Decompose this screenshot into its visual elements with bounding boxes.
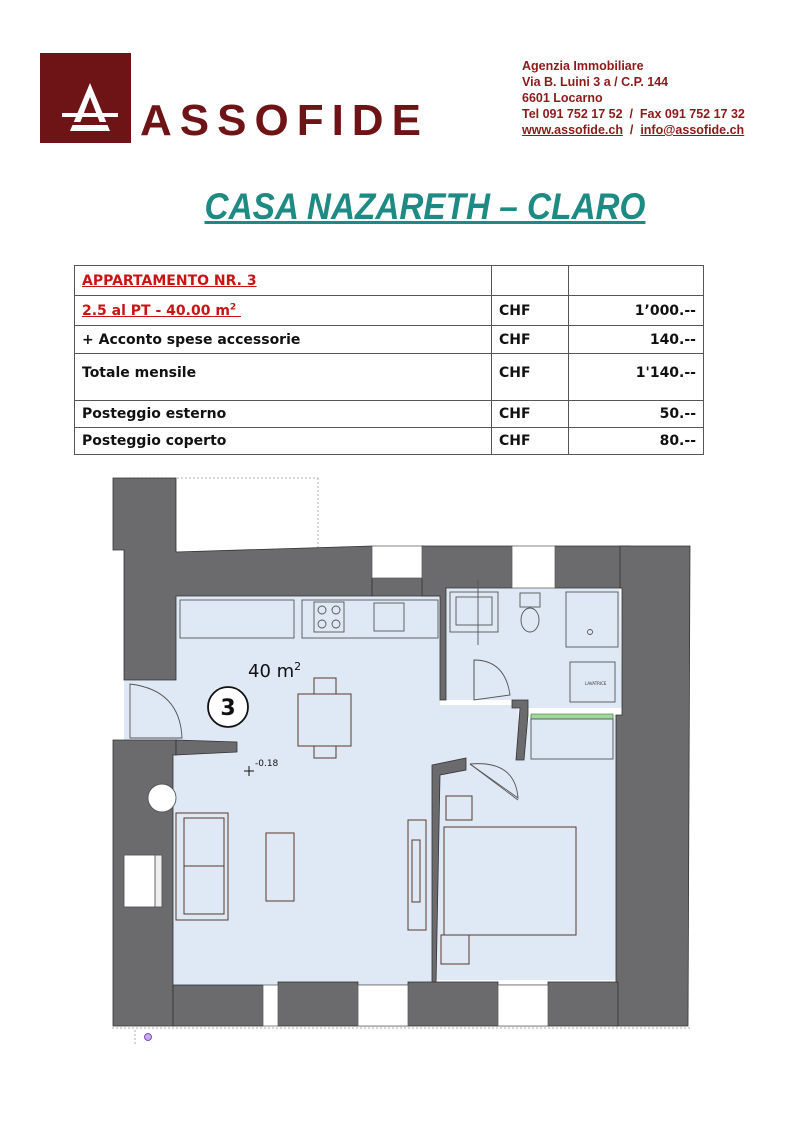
floor-area [124, 588, 622, 985]
reference-dot [145, 1034, 152, 1041]
document-title: CASA NAZARETH – CLARO [204, 186, 646, 227]
appliance-label: LAVATRICE [585, 681, 607, 686]
logo-wordmark: ASSOFIDE [140, 96, 429, 145]
assofide-logo [40, 53, 131, 143]
agency-info [522, 58, 745, 138]
agency-contacts [522, 122, 745, 138]
contacts-separator: / [622, 123, 641, 137]
email-link[interactable]: info@assofide.ch [640, 123, 745, 137]
agency-city: 6601 Locarno [522, 91, 603, 105]
row-label: Totale mensile [75, 354, 492, 401]
amount: 1’000.-- [569, 296, 704, 326]
row-label: + Acconto spese accessorie [75, 326, 492, 354]
wardrobe-edge [531, 714, 613, 719]
website-link[interactable]: www.assofide.ch [522, 123, 623, 137]
currency: CHF [492, 401, 569, 428]
amount: 80.-- [569, 428, 704, 455]
kitchen [180, 600, 438, 638]
agency-phone-fax: Tel 091 752 17 52 / Fax 091 752 17 32 [522, 107, 745, 121]
wardrobe [531, 719, 613, 759]
unit-number: 3 [220, 696, 236, 721]
table-row [75, 428, 704, 455]
amount: 50.-- [569, 401, 704, 428]
table-row [75, 326, 704, 354]
table-row [75, 401, 704, 428]
room-area: 40 $m^2$ [248, 660, 302, 682]
currency: CHF [492, 354, 569, 401]
currency: CHF [492, 326, 569, 354]
table-row [75, 354, 704, 401]
apartment-size: 2.5 al PT - 40.00 $m^2$ [75, 296, 492, 326]
price-table [74, 265, 704, 455]
row-label: Posteggio coperto [75, 428, 492, 455]
agency-name: Agenzia Immobiliare [522, 59, 644, 73]
table-row [75, 296, 704, 326]
table-heading: APPARTAMENTO NR. 3 [75, 266, 492, 296]
currency: CHF [492, 428, 569, 455]
agency-address: Via B. Luini 3 a / C.P. 144 [522, 75, 669, 89]
floor-level: -0.18 [255, 759, 279, 769]
floor-plan [108, 470, 693, 1045]
currency: CHF [492, 296, 569, 326]
amount: 140.-- [569, 326, 704, 354]
amount: 1'140.-- [569, 354, 704, 401]
row-label: Posteggio esterno [75, 401, 492, 428]
table-row [75, 266, 704, 296]
